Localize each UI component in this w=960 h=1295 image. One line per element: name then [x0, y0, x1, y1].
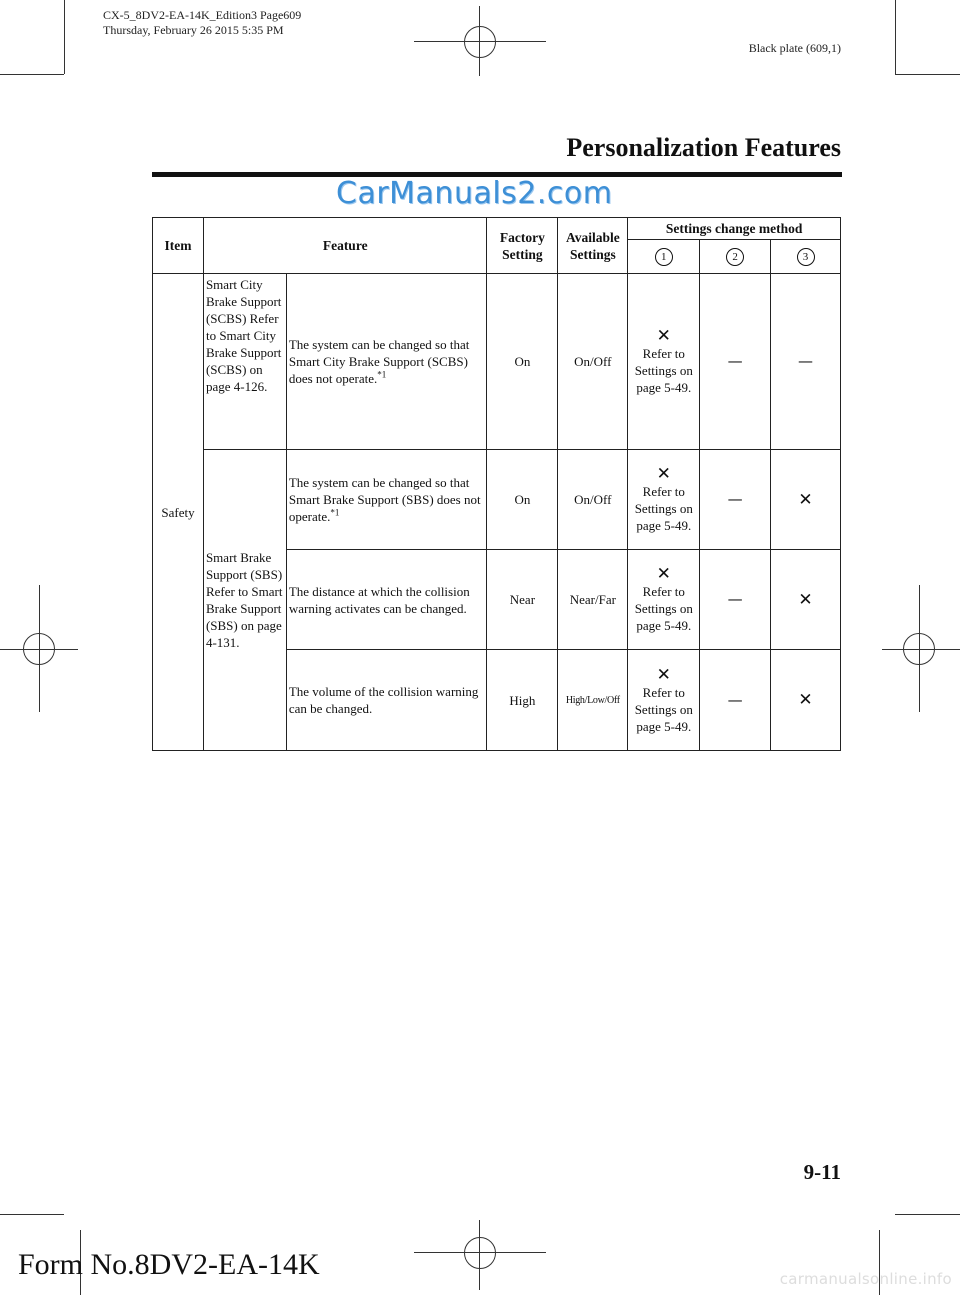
- settings-reference: Refer to Settings on page 5-49.: [634, 684, 693, 734]
- header-factory-setting: Factory Setting: [487, 218, 558, 274]
- cross-icon: ✕: [656, 326, 671, 346]
- feature-description: The system can be changed so that Smart Brake Support (SBS) does not operate.$^{*1}$: [286, 450, 487, 550]
- file-info: [103, 8, 301, 38]
- available-settings: Near/Far: [558, 550, 628, 650]
- feature-group-sbs: Smart Brake Support (SBS) Refer to Smart Brake Support (SBS) on page 4-131.: [203, 450, 286, 751]
- method-1-icon: 1: [655, 248, 673, 266]
- method-1-cell: [628, 274, 700, 450]
- available-settings: On/Off: [558, 450, 628, 550]
- factory-setting: On: [487, 274, 558, 450]
- header-feature: Feature: [203, 218, 486, 274]
- form-number: Form No.8DV2-EA-14K: [18, 1248, 320, 1281]
- settings-reference: Refer to Settings on page 5-49.: [634, 346, 693, 395]
- method-3-icon: 3: [797, 248, 815, 266]
- header-method-1: [628, 240, 700, 274]
- item-cell: Safety: [153, 274, 204, 751]
- cross-icon: ✕: [656, 664, 671, 685]
- section-title: Personalization Features: [566, 133, 841, 162]
- file-name: CX-5_8DV2-EA-14K_Edition3 Page609: [103, 8, 302, 22]
- factory-setting: Near: [487, 550, 558, 650]
- cross-icon: ✕: [656, 564, 671, 584]
- feature-description: The volume of the collision warning can be changed.: [286, 650, 487, 751]
- method-2-cell: —: [700, 550, 771, 650]
- header-method-3: [771, 240, 841, 274]
- factory-setting: On: [487, 450, 558, 550]
- settings-reference: Refer to Settings on page 5-49.: [634, 584, 693, 633]
- watermark-logo: CarManuals2.com: [336, 176, 613, 211]
- method-3-cell: ✕: [771, 550, 841, 650]
- feature-description: The system can be changed so that Smart City Brake Support (SCBS) does not operate.$^{*1}$: [286, 274, 487, 450]
- method-1-cell: [628, 450, 700, 550]
- header-method-2: [700, 240, 771, 274]
- header-settings-change-method: Settings change method: [628, 218, 841, 240]
- settings-reference: Refer to Settings on page 5-49.: [634, 484, 693, 533]
- feature-description: The distance at which the collision warning activates can be changed.: [286, 550, 487, 650]
- page-number: 9-11: [803, 1160, 841, 1184]
- method-2-icon: 2: [726, 248, 744, 266]
- method-3-cell: —: [771, 274, 841, 450]
- method-2-cell: —: [700, 274, 771, 450]
- available-settings: On/Off: [558, 274, 628, 450]
- cross-icon: ✕: [656, 464, 671, 484]
- feature-group-scbs: Smart City Brake Support (SCBS) Refer to Smart City Brake Support (SCBS) on page 4-126.: [203, 274, 286, 450]
- footnote-mark: *1: [377, 369, 387, 380]
- footnote-mark: *1: [330, 507, 340, 518]
- settings-table: [152, 217, 841, 751]
- file-timestamp: Thursday, February 26 2015 5:35 PM: [103, 23, 284, 37]
- method-2-cell: —: [700, 450, 771, 550]
- method-3-cell: ✕: [771, 650, 841, 751]
- available-settings: High/Low/Off: [558, 650, 628, 751]
- method-1-cell: [628, 650, 700, 751]
- header-available-settings: Available Settings: [558, 218, 628, 274]
- factory-setting: High: [487, 650, 558, 751]
- method-2-cell: —: [700, 650, 771, 751]
- method-3-cell: ✕: [771, 450, 841, 550]
- site-watermark: carmanualsonline.info: [779, 1270, 952, 1288]
- header-item: Item: [153, 218, 204, 274]
- plate-label: Black plate (609,1): [748, 41, 841, 55]
- method-1-cell: [628, 550, 700, 650]
